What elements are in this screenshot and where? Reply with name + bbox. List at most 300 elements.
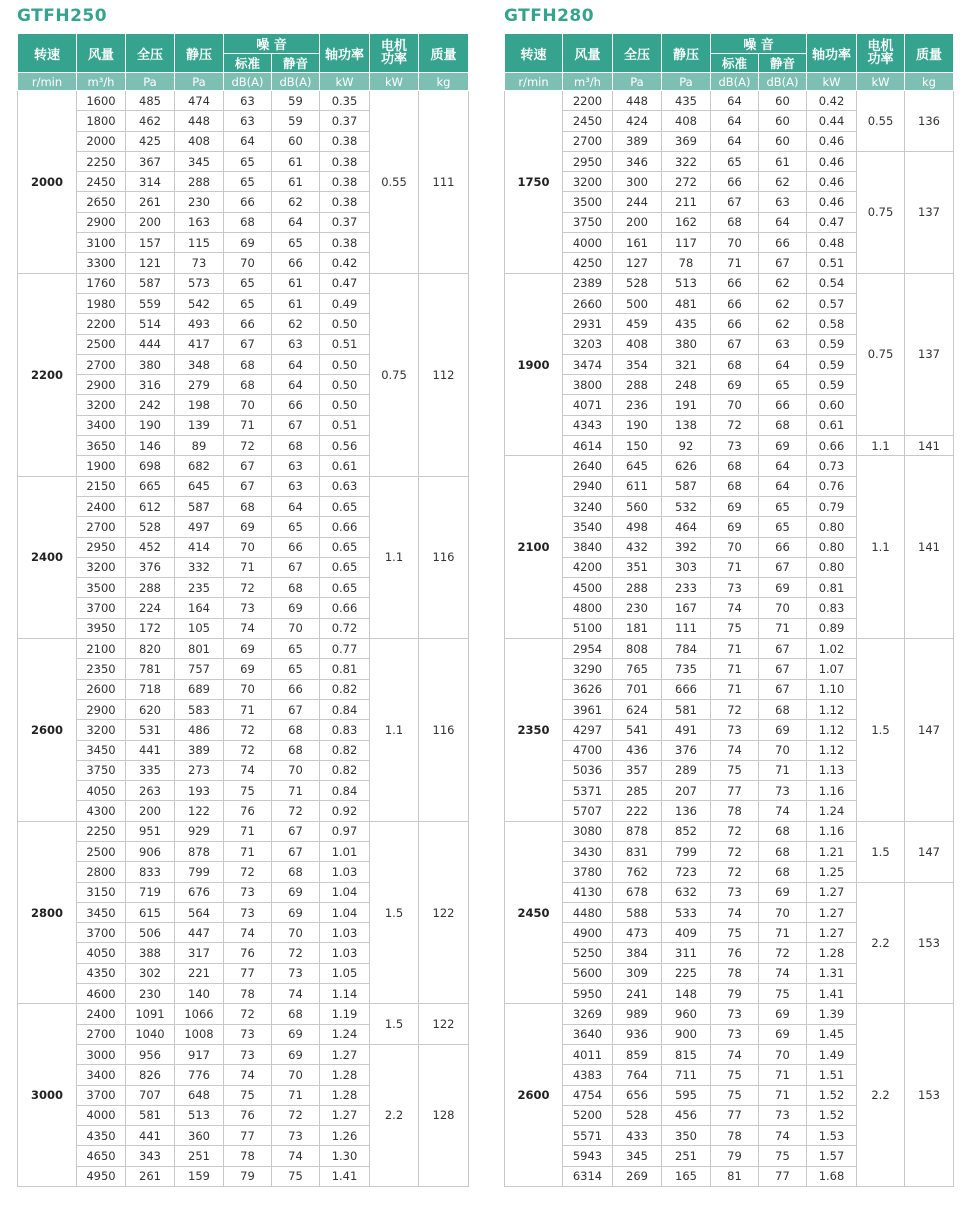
total-pressure-cell: 612: [126, 496, 175, 516]
total-pressure-cell: 200: [613, 212, 662, 232]
total-pressure-cell: 859: [613, 1044, 662, 1064]
noise-standard-cell: 65: [224, 293, 272, 313]
total-pressure-cell: 157: [126, 233, 175, 253]
static-pressure-cell: 409: [662, 923, 711, 943]
airflow-cell: 3000: [77, 1044, 126, 1064]
total-pressure-cell: 781: [126, 659, 175, 679]
noise-quiet-cell: 69: [272, 882, 320, 902]
shaft-power-cell: 1.03: [320, 923, 370, 943]
noise-standard-cell: 74: [224, 760, 272, 780]
weight-cell: 147: [905, 639, 954, 822]
table-row: [505, 151, 954, 171]
airflow-cell: 3961: [563, 699, 613, 719]
noise-standard-cell: 66: [224, 314, 272, 334]
total-pressure-cell: 826: [126, 1065, 175, 1085]
noise-standard-cell: 70: [224, 395, 272, 415]
header-motor-power: [370, 34, 419, 73]
airflow-cell: 4250: [563, 253, 613, 273]
noise-standard-cell: 77: [711, 1105, 759, 1125]
total-pressure-cell: 528: [613, 273, 662, 293]
total-pressure-cell: 357: [613, 760, 662, 780]
airflow-cell: 4130: [563, 882, 613, 902]
weight-cell: 137: [905, 273, 954, 435]
shaft-power-cell: 0.82: [320, 740, 370, 760]
shaft-power-cell: 0.79: [807, 496, 857, 516]
static-pressure-cell: 230: [175, 192, 224, 212]
noise-quiet-cell: 67: [759, 557, 807, 577]
static-pressure-cell: 435: [662, 314, 711, 334]
noise-quiet-cell: 73: [759, 1105, 807, 1125]
noise-standard-cell: 74: [711, 598, 759, 618]
airflow-cell: 5571: [563, 1126, 613, 1146]
static-pressure-cell: 666: [662, 679, 711, 699]
noise-standard-cell: 71: [711, 253, 759, 273]
noise-quiet-cell: 68: [272, 578, 320, 598]
noise-standard-cell: 74: [711, 1044, 759, 1064]
motor-power-cell: 1.5: [857, 639, 905, 822]
shaft-power-cell: 0.66: [807, 436, 857, 456]
total-pressure-cell: 172: [126, 618, 175, 638]
static-pressure-cell: 165: [662, 1166, 711, 1186]
total-pressure-cell: 878: [613, 821, 662, 841]
unit-shaft-power: kW: [807, 73, 857, 91]
total-pressure-cell: 351: [613, 557, 662, 577]
static-pressure-cell: 799: [175, 862, 224, 882]
airflow-cell: 5600: [563, 963, 613, 983]
airflow-cell: 3240: [563, 496, 613, 516]
static-pressure-cell: 917: [175, 1044, 224, 1064]
static-pressure-cell: 757: [175, 659, 224, 679]
noise-standard-cell: 72: [711, 699, 759, 719]
airflow-cell: 5100: [563, 618, 613, 638]
airflow-cell: 3450: [77, 902, 126, 922]
airflow-cell: 2800: [77, 862, 126, 882]
noise-quiet-cell: 70: [759, 902, 807, 922]
noise-standard-cell: 68: [711, 354, 759, 374]
total-pressure-cell: 161: [613, 233, 662, 253]
shaft-power-cell: 0.47: [807, 212, 857, 232]
shaft-power-cell: 0.61: [320, 456, 370, 476]
static-pressure-cell: 105: [175, 618, 224, 638]
noise-quiet-cell: 66: [759, 395, 807, 415]
total-pressure-cell: 388: [126, 943, 175, 963]
shaft-power-cell: 1.52: [807, 1085, 857, 1105]
shaft-power-cell: 0.82: [320, 760, 370, 780]
noise-standard-cell: 72: [224, 436, 272, 456]
noise-standard-cell: 63: [224, 111, 272, 131]
total-pressure-cell: 678: [613, 882, 662, 902]
shaft-power-cell: 1.24: [320, 1024, 370, 1044]
table-row: [18, 1044, 469, 1064]
airflow-cell: 4071: [563, 395, 613, 415]
noise-quiet-cell: 60: [759, 131, 807, 151]
static-pressure-cell: 587: [662, 476, 711, 496]
noise-standard-cell: 68: [224, 496, 272, 516]
total-pressure-cell: 620: [126, 699, 175, 719]
total-pressure-cell: 314: [126, 172, 175, 192]
speed-cell: 2200: [18, 273, 77, 476]
noise-standard-cell: 68: [224, 375, 272, 395]
airflow-cell: 2954: [563, 639, 613, 659]
weight-cell: 136: [905, 91, 954, 152]
speed-cell: 2000: [18, 91, 77, 274]
table-title: GTFH250: [17, 6, 108, 26]
airflow-cell: 2700: [77, 517, 126, 537]
noise-quiet-cell: 70: [272, 618, 320, 638]
spec-table: [17, 33, 469, 1187]
motor-power-cell: 0.75: [370, 273, 419, 476]
noise-quiet-cell: 70: [759, 740, 807, 760]
shaft-power-cell: 0.89: [807, 618, 857, 638]
shaft-power-cell: 0.82: [320, 679, 370, 699]
noise-quiet-cell: 65: [759, 517, 807, 537]
shaft-power-cell: 0.60: [807, 395, 857, 415]
total-pressure-cell: 309: [613, 963, 662, 983]
noise-standard-cell: 75: [224, 781, 272, 801]
noise-quiet-cell: 68: [272, 720, 320, 740]
static-pressure-cell: 929: [175, 821, 224, 841]
shaft-power-cell: 0.83: [807, 598, 857, 618]
noise-standard-cell: 78: [711, 963, 759, 983]
noise-standard-cell: 78: [711, 801, 759, 821]
static-pressure-cell: 900: [662, 1024, 711, 1044]
static-pressure-cell: 448: [175, 111, 224, 131]
noise-standard-cell: 74: [224, 618, 272, 638]
total-pressure-cell: 376: [126, 557, 175, 577]
static-pressure-cell: 211: [662, 192, 711, 212]
noise-standard-cell: 75: [711, 923, 759, 943]
noise-standard-cell: 66: [711, 314, 759, 334]
total-pressure-cell: 707: [126, 1085, 175, 1105]
unit-speed: r/min: [18, 73, 77, 91]
shaft-power-cell: 0.38: [320, 172, 370, 192]
airflow-cell: 1600: [77, 91, 126, 111]
header-airflow: 风量: [77, 34, 126, 73]
shaft-power-cell: 0.46: [807, 151, 857, 171]
shaft-power-cell: 0.35: [320, 91, 370, 111]
total-pressure-cell: 473: [613, 923, 662, 943]
unit-noise-std: dB(A): [711, 73, 759, 91]
weight-cell: 141: [905, 456, 954, 639]
shaft-power-cell: 0.59: [807, 375, 857, 395]
airflow-cell: 3200: [77, 720, 126, 740]
total-pressure-cell: 764: [613, 1065, 662, 1085]
shaft-power-cell: 0.46: [807, 172, 857, 192]
total-pressure-cell: 261: [126, 1166, 175, 1186]
static-pressure-cell: 360: [175, 1126, 224, 1146]
noise-quiet-cell: 66: [759, 537, 807, 557]
airflow-cell: 2400: [77, 1004, 126, 1024]
total-pressure-cell: 432: [613, 537, 662, 557]
noise-standard-cell: 64: [711, 91, 759, 111]
noise-quiet-cell: 71: [272, 1085, 320, 1105]
total-pressure-cell: 936: [613, 1024, 662, 1044]
shaft-power-cell: 1.14: [320, 984, 370, 1004]
airflow-cell: 3400: [77, 415, 126, 435]
header-total-pressure: 全压: [126, 34, 175, 73]
airflow-cell: 1800: [77, 111, 126, 131]
total-pressure-cell: 611: [613, 476, 662, 496]
header-motor-power-line1: 电机: [380, 39, 407, 54]
table-row: [505, 456, 954, 476]
total-pressure-cell: 665: [126, 476, 175, 496]
total-pressure-cell: 808: [613, 639, 662, 659]
total-pressure-cell: 230: [613, 598, 662, 618]
noise-quiet-cell: 74: [272, 984, 320, 1004]
airflow-cell: 3474: [563, 354, 613, 374]
airflow-cell: 5371: [563, 781, 613, 801]
total-pressure-cell: 559: [126, 293, 175, 313]
shaft-power-cell: 0.38: [320, 131, 370, 151]
noise-quiet-cell: 68: [759, 699, 807, 719]
static-pressure-cell: 587: [175, 496, 224, 516]
speed-cell: 2800: [18, 821, 77, 1004]
shaft-power-cell: 1.01: [320, 841, 370, 861]
static-pressure-cell: 78: [662, 253, 711, 273]
noise-quiet-cell: 69: [759, 1024, 807, 1044]
total-pressure-cell: 222: [613, 801, 662, 821]
table-row: [18, 821, 469, 841]
static-pressure-cell: 815: [662, 1044, 711, 1064]
airflow-cell: 2900: [77, 375, 126, 395]
static-pressure-cell: 513: [175, 1105, 224, 1125]
total-pressure-cell: 765: [613, 659, 662, 679]
noise-standard-cell: 70: [711, 233, 759, 253]
noise-standard-cell: 71: [224, 415, 272, 435]
shaft-power-cell: 1.24: [807, 801, 857, 821]
noise-standard-cell: 79: [224, 1166, 272, 1186]
airflow-cell: 3150: [77, 882, 126, 902]
noise-standard-cell: 70: [711, 395, 759, 415]
noise-standard-cell: 70: [711, 537, 759, 557]
static-pressure-cell: 481: [662, 293, 711, 313]
noise-standard-cell: 72: [711, 862, 759, 882]
noise-quiet-cell: 60: [272, 131, 320, 151]
airflow-cell: 2600: [77, 679, 126, 699]
static-pressure-cell: 163: [175, 212, 224, 232]
static-pressure-cell: 303: [662, 557, 711, 577]
static-pressure-cell: 960: [662, 1004, 711, 1024]
static-pressure-cell: 392: [662, 537, 711, 557]
shaft-power-cell: 1.27: [807, 902, 857, 922]
static-pressure-cell: 111: [662, 618, 711, 638]
static-pressure-cell: 447: [175, 923, 224, 943]
noise-standard-cell: 72: [711, 415, 759, 435]
airflow-cell: 5707: [563, 801, 613, 821]
total-pressure-cell: 335: [126, 760, 175, 780]
noise-standard-cell: 72: [224, 862, 272, 882]
noise-standard-cell: 69: [711, 517, 759, 537]
noise-standard-cell: 77: [711, 781, 759, 801]
weight-cell: 112: [419, 273, 469, 476]
airflow-cell: 2350: [77, 659, 126, 679]
static-pressure-cell: 272: [662, 172, 711, 192]
total-pressure-cell: 146: [126, 436, 175, 456]
static-pressure-cell: 723: [662, 862, 711, 882]
total-pressure-cell: 462: [126, 111, 175, 131]
total-pressure-cell: 236: [613, 395, 662, 415]
total-pressure-cell: 444: [126, 334, 175, 354]
noise-quiet-cell: 75: [759, 1146, 807, 1166]
shaft-power-cell: 0.47: [320, 273, 370, 293]
noise-quiet-cell: 72: [272, 943, 320, 963]
noise-standard-cell: 69: [224, 517, 272, 537]
airflow-cell: 3626: [563, 679, 613, 699]
header-static-pressure: 静压: [175, 34, 224, 73]
noise-standard-cell: 64: [224, 131, 272, 151]
airflow-cell: 2650: [77, 192, 126, 212]
noise-quiet-cell: 71: [272, 781, 320, 801]
static-pressure-cell: 493: [175, 314, 224, 334]
total-pressure-cell: 346: [613, 151, 662, 171]
static-pressure-cell: 117: [662, 233, 711, 253]
shaft-power-cell: 1.27: [807, 882, 857, 902]
shaft-power-cell: 1.27: [320, 1044, 370, 1064]
noise-standard-cell: 74: [711, 740, 759, 760]
static-pressure-cell: 193: [175, 781, 224, 801]
total-pressure-cell: 624: [613, 699, 662, 719]
noise-quiet-cell: 69: [759, 882, 807, 902]
airflow-cell: 2700: [563, 131, 613, 151]
static-pressure-cell: 380: [662, 334, 711, 354]
noise-standard-cell: 67: [224, 334, 272, 354]
noise-quiet-cell: 74: [759, 801, 807, 821]
noise-standard-cell: 78: [711, 1126, 759, 1146]
static-pressure-cell: 491: [662, 720, 711, 740]
airflow-cell: 2200: [563, 91, 613, 111]
noise-standard-cell: 77: [224, 963, 272, 983]
noise-standard-cell: 72: [711, 841, 759, 861]
motor-power-cell: 2.2: [857, 882, 905, 1004]
noise-quiet-cell: 68: [272, 436, 320, 456]
noise-standard-cell: 64: [711, 111, 759, 131]
noise-quiet-cell: 74: [759, 963, 807, 983]
noise-quiet-cell: 65: [272, 659, 320, 679]
noise-quiet-cell: 72: [272, 801, 320, 821]
total-pressure-cell: 833: [126, 862, 175, 882]
shaft-power-cell: 0.84: [320, 781, 370, 801]
shaft-power-cell: 0.83: [320, 720, 370, 740]
noise-standard-cell: 71: [224, 821, 272, 841]
static-pressure-cell: 207: [662, 781, 711, 801]
shaft-power-cell: 0.80: [807, 557, 857, 577]
shaft-power-cell: 0.50: [320, 314, 370, 334]
shaft-power-cell: 0.65: [320, 537, 370, 557]
total-pressure-cell: 441: [126, 740, 175, 760]
noise-standard-cell: 73: [224, 1044, 272, 1064]
total-pressure-cell: 288: [613, 375, 662, 395]
noise-standard-cell: 68: [711, 456, 759, 476]
static-pressure-cell: 251: [175, 1146, 224, 1166]
total-pressure-cell: 452: [126, 537, 175, 557]
table-row: [505, 821, 954, 841]
total-pressure-cell: 719: [126, 882, 175, 902]
noise-standard-cell: 79: [711, 1146, 759, 1166]
table-row: [18, 476, 469, 496]
weight-cell: 137: [905, 151, 954, 273]
noise-quiet-cell: 67: [759, 639, 807, 659]
static-pressure-cell: 198: [175, 395, 224, 415]
header-speed: 转速: [18, 34, 77, 73]
weight-cell: 153: [905, 1004, 954, 1187]
noise-standard-cell: 73: [711, 720, 759, 740]
noise-quiet-cell: 64: [759, 212, 807, 232]
shaft-power-cell: 1.41: [807, 984, 857, 1004]
shaft-power-cell: 1.12: [807, 740, 857, 760]
static-pressure-cell: 191: [662, 395, 711, 415]
shaft-power-cell: 0.50: [320, 354, 370, 374]
static-pressure-cell: 389: [175, 740, 224, 760]
noise-quiet-cell: 72: [759, 943, 807, 963]
header-shaft-power: 轴功率: [320, 34, 370, 73]
noise-quiet-cell: 68: [759, 415, 807, 435]
noise-quiet-cell: 68: [759, 841, 807, 861]
total-pressure-cell: 656: [613, 1085, 662, 1105]
noise-quiet-cell: 67: [272, 841, 320, 861]
shaft-power-cell: 1.49: [807, 1044, 857, 1064]
static-pressure-cell: 122: [175, 801, 224, 821]
static-pressure-cell: 497: [175, 517, 224, 537]
shaft-power-cell: 1.03: [320, 943, 370, 963]
motor-power-cell: 1.5: [370, 821, 419, 1004]
noise-quiet-cell: 68: [759, 821, 807, 841]
total-pressure-cell: 433: [613, 1126, 662, 1146]
unit-speed: r/min: [505, 73, 563, 91]
motor-power-cell: 1.5: [857, 821, 905, 882]
shaft-power-cell: 1.41: [320, 1166, 370, 1186]
noise-standard-cell: 67: [224, 456, 272, 476]
shaft-power-cell: 1.28: [320, 1065, 370, 1085]
static-pressure-cell: 682: [175, 456, 224, 476]
static-pressure-cell: 321: [662, 354, 711, 374]
total-pressure-cell: 698: [126, 456, 175, 476]
header-shaft-power: 轴功率: [807, 34, 857, 73]
static-pressure-cell: 164: [175, 598, 224, 618]
shaft-power-cell: 1.04: [320, 882, 370, 902]
noise-quiet-cell: 73: [272, 1126, 320, 1146]
shaft-power-cell: 0.38: [320, 192, 370, 212]
noise-standard-cell: 65: [711, 151, 759, 171]
noise-quiet-cell: 71: [759, 1065, 807, 1085]
motor-power-cell: 0.75: [857, 273, 905, 435]
total-pressure-cell: 302: [126, 963, 175, 983]
static-pressure-cell: 311: [662, 943, 711, 963]
noise-standard-cell: 73: [711, 1024, 759, 1044]
header-static-pressure: 静压: [662, 34, 711, 73]
static-pressure-cell: 273: [175, 760, 224, 780]
shaft-power-cell: 0.72: [320, 618, 370, 638]
airflow-cell: 4500: [563, 578, 613, 598]
static-pressure-cell: 89: [175, 436, 224, 456]
noise-standard-cell: 74: [711, 902, 759, 922]
airflow-cell: 3200: [563, 172, 613, 192]
total-pressure-cell: 150: [613, 436, 662, 456]
noise-standard-cell: 72: [711, 821, 759, 841]
total-pressure-cell: 345: [613, 1146, 662, 1166]
static-pressure-cell: 456: [662, 1105, 711, 1125]
airflow-cell: 1980: [77, 293, 126, 313]
shaft-power-cell: 0.57: [807, 293, 857, 313]
unit-noise-quiet: dB(A): [272, 73, 320, 91]
noise-standard-cell: 78: [224, 984, 272, 1004]
speed-cell: 1750: [505, 91, 563, 274]
motor-power-cell: 2.2: [370, 1044, 419, 1186]
static-pressure-cell: 1066: [175, 1004, 224, 1024]
unit-total-pressure: Pa: [613, 73, 662, 91]
noise-quiet-cell: 64: [759, 476, 807, 496]
shaft-power-cell: 0.49: [320, 293, 370, 313]
shaft-power-cell: 0.42: [320, 253, 370, 273]
